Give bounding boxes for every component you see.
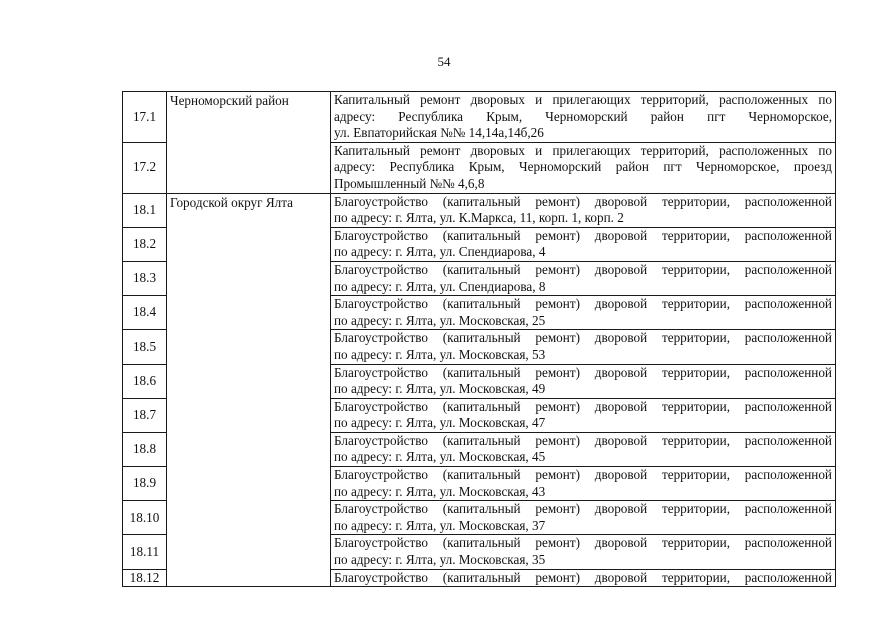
description-line: Благоустройство (капитальный ремонт) дворовой территории, расположенной — [334, 193, 832, 209]
description-line: Благоустройство (капитальный ремонт) дворовой территории, расположенной — [334, 501, 832, 517]
row-number: 18.5 — [123, 330, 167, 364]
row-number: 17.2 — [123, 142, 167, 193]
description-line: по адресу: г. Ялта, ул. Московская, 37 — [334, 517, 546, 533]
description-line: Благоустройство (капитальный ремонт) дворовой территории, расположенной — [334, 535, 832, 551]
row-number: 18.4 — [123, 296, 167, 330]
description-cell — [331, 142, 836, 193]
table-row — [123, 92, 836, 143]
district-cell: Черноморский район — [167, 92, 331, 194]
description-cell — [331, 330, 836, 364]
description-line: Благоустройство (капитальный ремонт) дворовой территории, расположенной — [334, 364, 832, 380]
description-line: Благоустройство (капитальный ремонт) дворовой территории, расположенной — [334, 296, 832, 312]
description-line: Благоустройство (капитальный ремонт) дворовой территории, расположенной — [334, 227, 832, 243]
description-cell — [331, 398, 836, 432]
description-cell — [331, 364, 836, 398]
row-number: 18.11 — [123, 535, 167, 569]
description-line: по адресу: г. Ялта, ул. Спендиарова, 4 — [334, 244, 546, 260]
description-cell — [331, 193, 836, 227]
description-line: по адресу: г. Ялта, ул. Московская, 43 — [334, 483, 546, 499]
description-cell — [331, 92, 836, 143]
row-number: 18.10 — [123, 501, 167, 535]
description-cell — [331, 535, 836, 569]
description-cell — [331, 569, 836, 587]
description-line: по адресу: г. Ялта, ул. К.Маркса, 11, корп. 1, корп. 2 — [334, 210, 624, 226]
description-line: Благоустройство (капитальный ремонт) дворовой территории, расположенной — [334, 261, 832, 277]
row-number: 18.8 — [123, 432, 167, 466]
row-number: 18.3 — [123, 261, 167, 295]
description-line: адресу: Республика Крым, Черноморский район пгт Черноморское, — [334, 108, 832, 124]
description-cell — [331, 432, 836, 466]
row-number: 18.1 — [123, 193, 167, 227]
page-number: 54 — [437, 54, 451, 69]
row-number: 18.6 — [123, 364, 167, 398]
description-line: Благоустройство (капитальный ремонт) дворовой территории, расположенной — [334, 569, 832, 585]
description-line: по адресу: г. Ялта, ул. Спендиарова, 8 — [334, 278, 546, 294]
address-table — [122, 91, 836, 587]
table-row — [123, 193, 836, 227]
description-line: Промышленный №№ 4,6,8 — [334, 175, 485, 191]
description-line: Благоустройство (капитальный ремонт) дворовой территории, расположенной — [334, 432, 832, 448]
district-cell: Городской округ Ялта — [167, 193, 331, 587]
description-line: Благоустройство (капитальный ремонт) дворовой территории, расположенной — [334, 467, 832, 483]
description-cell — [331, 261, 836, 295]
description-line: по адресу: г. Ялта, ул. Московская, 45 — [334, 449, 546, 465]
description-line: по адресу: г. Ялта, ул. Московская, 25 — [334, 312, 546, 328]
row-number: 18.2 — [123, 227, 167, 261]
description-cell — [331, 296, 836, 330]
description-line: по адресу: г. Ялта, ул. Московская, 35 — [334, 552, 546, 568]
description-line: по адресу: г. Ялта, ул. Московская, 49 — [334, 381, 546, 397]
row-number: 18.9 — [123, 467, 167, 501]
description-cell — [331, 467, 836, 501]
row-number: 18.12 — [123, 569, 167, 587]
description-line: по адресу: г. Ялта, ул. Московская, 53 — [334, 346, 546, 362]
description-cell — [331, 227, 836, 261]
description-line: Капитальный ремонт дворовых и прилегающих территорий, расположенных по — [334, 92, 832, 107]
description-cell — [331, 501, 836, 535]
description-line: Благоустройство (капитальный ремонт) дворовой территории, расположенной — [334, 330, 832, 346]
row-number: 18.7 — [123, 398, 167, 432]
description-line: Благоустройство (капитальный ремонт) дворовой территории, расположенной — [334, 398, 832, 414]
row-number: 17.1 — [123, 92, 167, 143]
description-line: адресу: Республика Крым, Черноморский район пгт Черноморское, проезд — [334, 159, 832, 175]
description-line: Капитальный ремонт дворовых и прилегающих территорий, расположенных по — [334, 142, 832, 158]
table-body — [123, 92, 836, 587]
description-line: ул. Евпаторийская №№ 14,14а,14б,26 — [334, 125, 544, 141]
description-line: по адресу: г. Ялта, ул. Московская, 47 — [334, 415, 546, 431]
